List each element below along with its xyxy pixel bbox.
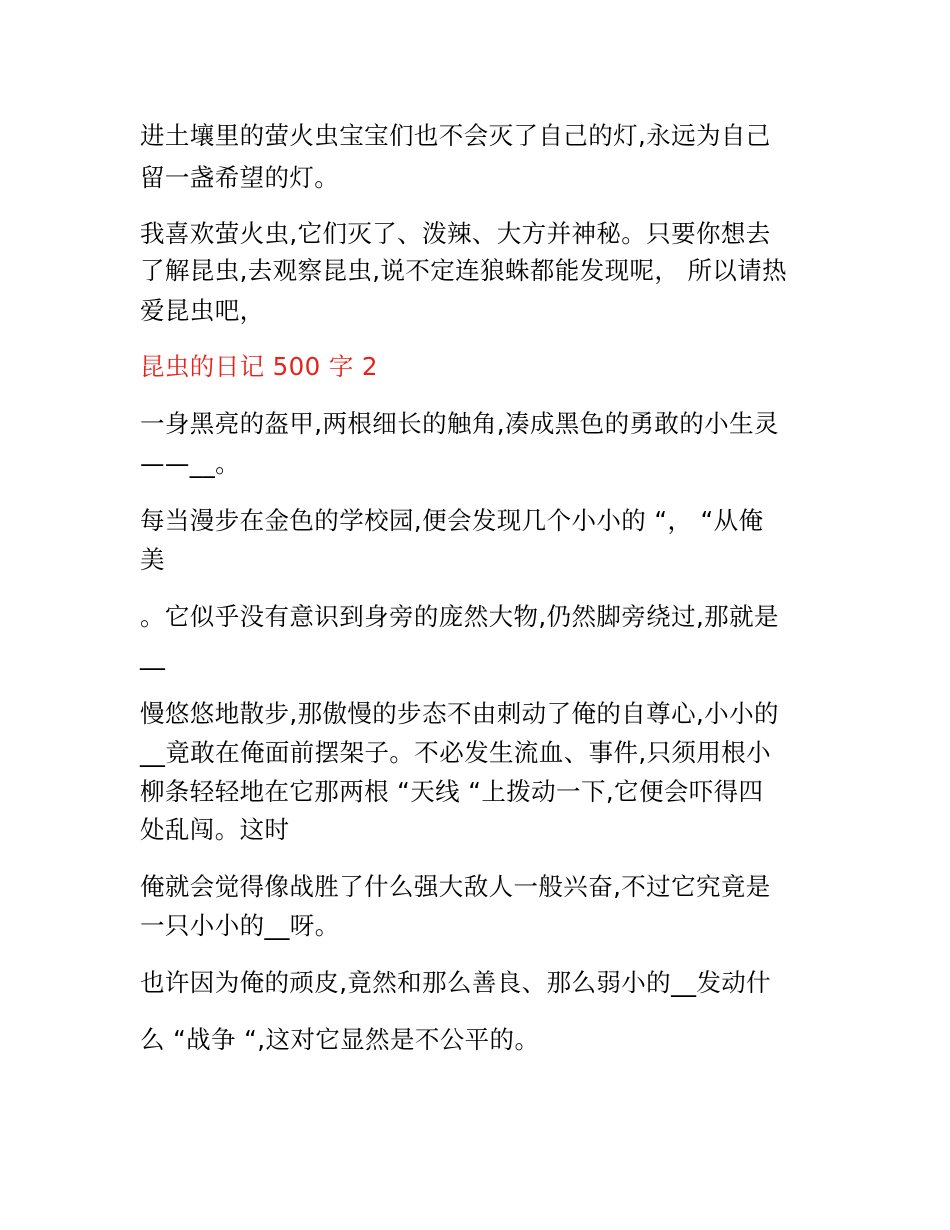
paragraph-6-line-4: 处乱闯。这时 [140, 815, 290, 844]
paragraph-5-line-2: __ [140, 641, 166, 670]
paragraph-3-line-2: ——__。 [140, 449, 240, 478]
paragraph-5-line-1: 。它似乎没有意识到身旁的庞然大物,仍然脚旁绕过,那就是 [140, 602, 779, 631]
paragraph-8-line-1: 也许因为俺的顽皮,竟然和那么善良、那么弱小的__发动什 [140, 968, 772, 997]
paragraph-2-line-1: 我喜欢萤火虫,它们灭了、泼辣、大方并神秘。只要你想去 [140, 219, 771, 248]
paragraph-2-line-2: 了解昆虫,去观察昆虫,说不定连狼蛛都能发现呢， 所以请热 [140, 256, 788, 285]
paragraph-4-line-2: 美 [140, 545, 165, 574]
paragraph-6-line-1: 慢悠悠地散步,那傲慢的步态不由刺动了俺的自尊心,小小的 [140, 699, 779, 728]
paragraph-9-line-1: 么 “战争 “,这对它显然是不公平的。 [140, 1025, 540, 1054]
section-heading: 昆虫的日记 500 字 2 [140, 352, 378, 381]
paragraph-6-line-2: __竟敢在俺面前摆架子。不必发生流血、事件,只须用根小 [140, 738, 772, 767]
paragraph-1-line-2: 留一盏希望的灯。 [140, 163, 340, 192]
paragraph-7-line-2: 一只小小的__呀。 [140, 911, 340, 940]
paragraph-3-line-1: 一身黑亮的盔甲,两根细长的触角,凑成黑色的勇敢的小生灵 [140, 409, 779, 438]
paragraph-2-line-3: 爱昆虫吧， [140, 296, 265, 325]
paragraph-7-line-1: 俺就会觉得像战胜了什么强大敌人一般兴奋,不过它究竟是 [140, 872, 771, 901]
paragraph-4-line-1: 每当漫步在金色的学校园,便会发现几个小小的 “， “从俺 [140, 506, 764, 535]
paragraph-6-line-3: 柳条轻轻地在它那两根 “天线 “上拨动一下,它便会吓得四 [140, 777, 764, 806]
paragraph-1-line-1: 进土壤里的萤火虫宝宝们也不会灭了自己的灯,永远为自己 [140, 121, 771, 150]
